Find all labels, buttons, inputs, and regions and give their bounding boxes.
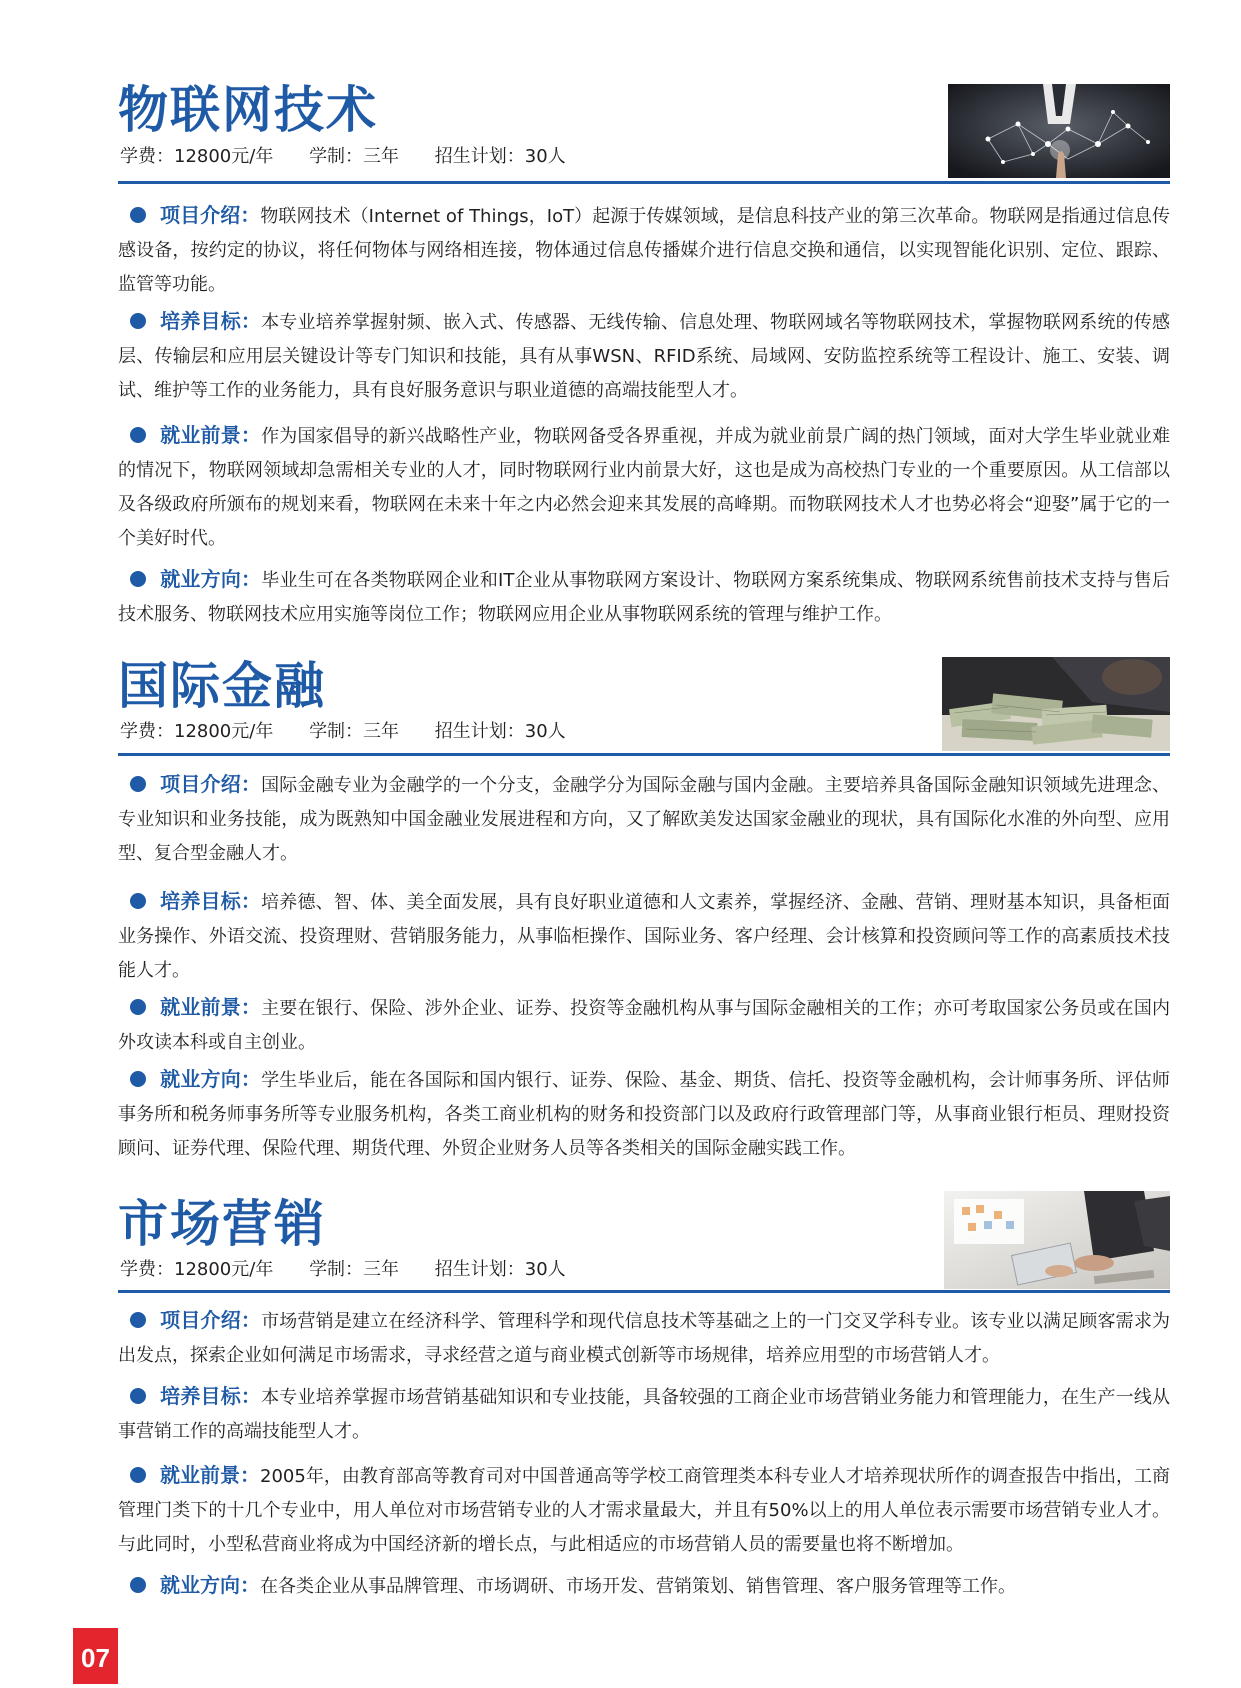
enrollment-plan: 招生计划：30人: [434, 1259, 566, 1280]
bullet-icon: [130, 1312, 146, 1328]
item-text: 市场营销是建立在经济科学、管理科学和现代信息技术等基础之上的一门交叉学科专业。该专业以满足顾客需求为出发点，探索企业如何满足市场需求，寻求经营之道与商业模式创新等市场规律，培养应用型的市场营销人才。: [118, 1311, 1170, 1366]
item-prospects: [118, 418, 1170, 556]
item-label: 就业方向：: [160, 567, 262, 591]
section-title: 物联网技术: [118, 81, 378, 139]
item-intro: [118, 1303, 1170, 1373]
enrollment-plan: 招生计划：30人: [434, 146, 566, 167]
item-text: 本专业培养掌握市场营销基础知识和专业技能，具备较强的工商企业市场营销业务能力和管理能力，在生产一线从事营销工作的高端技能型人才。: [118, 1387, 1170, 1442]
item-text: 国际金融专业为金融学的一个分支，金融学分为国际金融与国内金融。主要培养具备国际金融知识领域先进理念、专业知识和业务技能，成为既熟知中国金融业发展进程和方向，又了解欧美发达国家金融业的现状，具有国际化水准的外向型、应用型、复合型金融人才。: [118, 775, 1170, 864]
section-meta: [120, 145, 596, 169]
item-label: 培养目标：: [160, 1384, 262, 1408]
study-duration: 学制：三年: [309, 721, 400, 742]
item-text: 2005年，由教育部高等教育司对中国普通高等学校工商管理类本科专业人才培养现状所作的调查报告中指出，工商管理门类下的十几个专业中，用人单位对市场营销专业的人才需求量最大，并且有50%以上的用人单位表示需要市场营销专业人才。与此同时，小型私营商业将成为中国经济新的增长点，与此相适应的市场营销人员的需要量也将不断增加。: [118, 1466, 1171, 1555]
bullet-icon: [130, 1388, 146, 1404]
item-label: 培养目标：: [160, 889, 262, 913]
section-title: 国际金融: [118, 657, 326, 715]
item-goal: [118, 304, 1170, 408]
section-photo-network: [948, 84, 1170, 178]
bullet-icon: [130, 1071, 146, 1087]
section-title: 市场营销: [118, 1195, 326, 1253]
section-meta: [120, 1258, 596, 1282]
enrollment-plan: 招生计划：30人: [434, 721, 566, 742]
item-careers: [118, 562, 1170, 632]
item-label: 就业前景：: [160, 1463, 261, 1487]
network-hand-image: [948, 84, 1170, 178]
bullet-icon: [130, 427, 146, 443]
item-goal: [118, 884, 1170, 988]
tuition-fee: 学费：12800元/年: [120, 1259, 274, 1280]
money-stacks-image: [942, 657, 1170, 751]
item-text: 本专业培养掌握射频、嵌入式、传感器、无线传输、信息处理、物联网域名等物联网技术，掌握物联网系统的传感层、传输层和应用层关键设计等专门知识和技能，具有从事WSN、RFID系统、局域网、安防监控系统等工程设计、施工、安装、调试、维护等工作的业务能力，具有良好服务意识与职业道德的高端技能型人才。: [118, 312, 1170, 401]
study-duration: 学制：三年: [309, 146, 400, 167]
section-photo-money: [942, 657, 1170, 751]
section-meta: [120, 720, 596, 744]
item-label: 培养目标：: [160, 309, 262, 333]
bullet-icon: [130, 207, 146, 223]
item-text: 学生毕业后，能在各国际和国内银行、证券、保险、基金、期货、信托、投资等金融机构，会计师事务所、评估师事务所和税务师事务所等专业服务机构，各类工商业机构的财务和投资部门以及政府行政管理部门等，从事商业银行柜员、理财投资顾问、证券代理、保险代理、期货代理、外贸企业财务人员等各类相关的国际金融实践工作。: [118, 1070, 1170, 1159]
bullet-icon: [130, 313, 146, 329]
section-photo-meeting: [944, 1191, 1170, 1289]
tuition-fee: 学费：12800元/年: [120, 721, 274, 742]
item-text: 作为国家倡导的新兴战略性产业，物联网备受各界重视，并成为就业前景广阔的热门领域，面对大学生毕业就业难的情况下，物联网领域却急需相关专业的人才，同时物联网行业内前景大好，这也是成为高校热门专业的一个重要原因。从工信部以及各级政府所颁布的规划来看，物联网在未来十年之内必然会迎来其发展的高峰期。而物联网技术人才也势必将会“迎娶”属于它的一个美好时代。: [118, 426, 1170, 549]
item-prospects: [118, 990, 1170, 1060]
item-label: 就业方向：: [160, 1573, 260, 1597]
bullet-icon: [130, 571, 146, 587]
bullet-icon: [130, 1577, 146, 1593]
item-careers: [118, 1568, 1170, 1604]
item-goal: [118, 1379, 1170, 1449]
business-meeting-image: [944, 1191, 1170, 1289]
page-number: 07: [73, 1628, 118, 1684]
bullet-icon: [130, 999, 146, 1015]
item-intro: [118, 767, 1170, 871]
item-label: 项目介绍：: [160, 203, 261, 227]
item-text: 在各类企业从事品牌管理、市场调研、市场开发、营销策划、销售管理、客户服务管理等工作。: [260, 1576, 1016, 1597]
section-divider: [118, 181, 1170, 184]
item-text: 物联网技术（Internet of Things，IoT）起源于传媒领域，是信息科技产业的第三次革命。物联网是指通过信息传感设备，按约定的协议，将任何物体与网络相连接，物体通过信息传播媒介进行信息交换和通信，以实现智能化识别、定位、跟踪、监管等功能。: [118, 206, 1170, 295]
item-label: 就业方向：: [160, 1067, 262, 1091]
item-text: 培养德、智、体、美全面发展，具有良好职业道德和人文素养，掌握经济、金融、营销、理财基本知识，具备柜面业务操作、外语交流、投资理财、营销服务能力，从事临柜操作、国际业务、客户经理、会计核算和投资顾问等工作的高素质技术技能人才。: [118, 892, 1170, 981]
tuition-fee: 学费：12800元/年: [120, 146, 274, 167]
bullet-icon: [130, 893, 146, 909]
item-label: 就业前景：: [160, 423, 262, 447]
item-text: 主要在银行、保险、涉外企业、证券、投资等金融机构从事与国际金融相关的工作；亦可考取国家公务员或在国内外攻读本科或自主创业。: [118, 998, 1170, 1053]
study-duration: 学制：三年: [309, 1259, 400, 1280]
bullet-icon: [130, 776, 146, 792]
bullet-icon: [130, 1467, 146, 1483]
item-careers: [118, 1062, 1170, 1166]
item-intro: [118, 198, 1170, 302]
item-label: 项目介绍：: [160, 1308, 262, 1332]
section-divider: [118, 753, 1170, 756]
item-text: 毕业生可在各类物联网企业和IT企业从事物联网方案设计、物联网方案系统集成、物联网系统售前技术支持与售后技术服务、物联网技术应用实施等岗位工作；物联网应用企业从事物联网系统的管理与维护工作。: [118, 570, 1170, 625]
item-label: 就业前景：: [160, 995, 262, 1019]
item-label: 项目介绍：: [160, 772, 262, 796]
item-prospects: [118, 1458, 1170, 1562]
section-divider: [118, 1290, 1170, 1293]
